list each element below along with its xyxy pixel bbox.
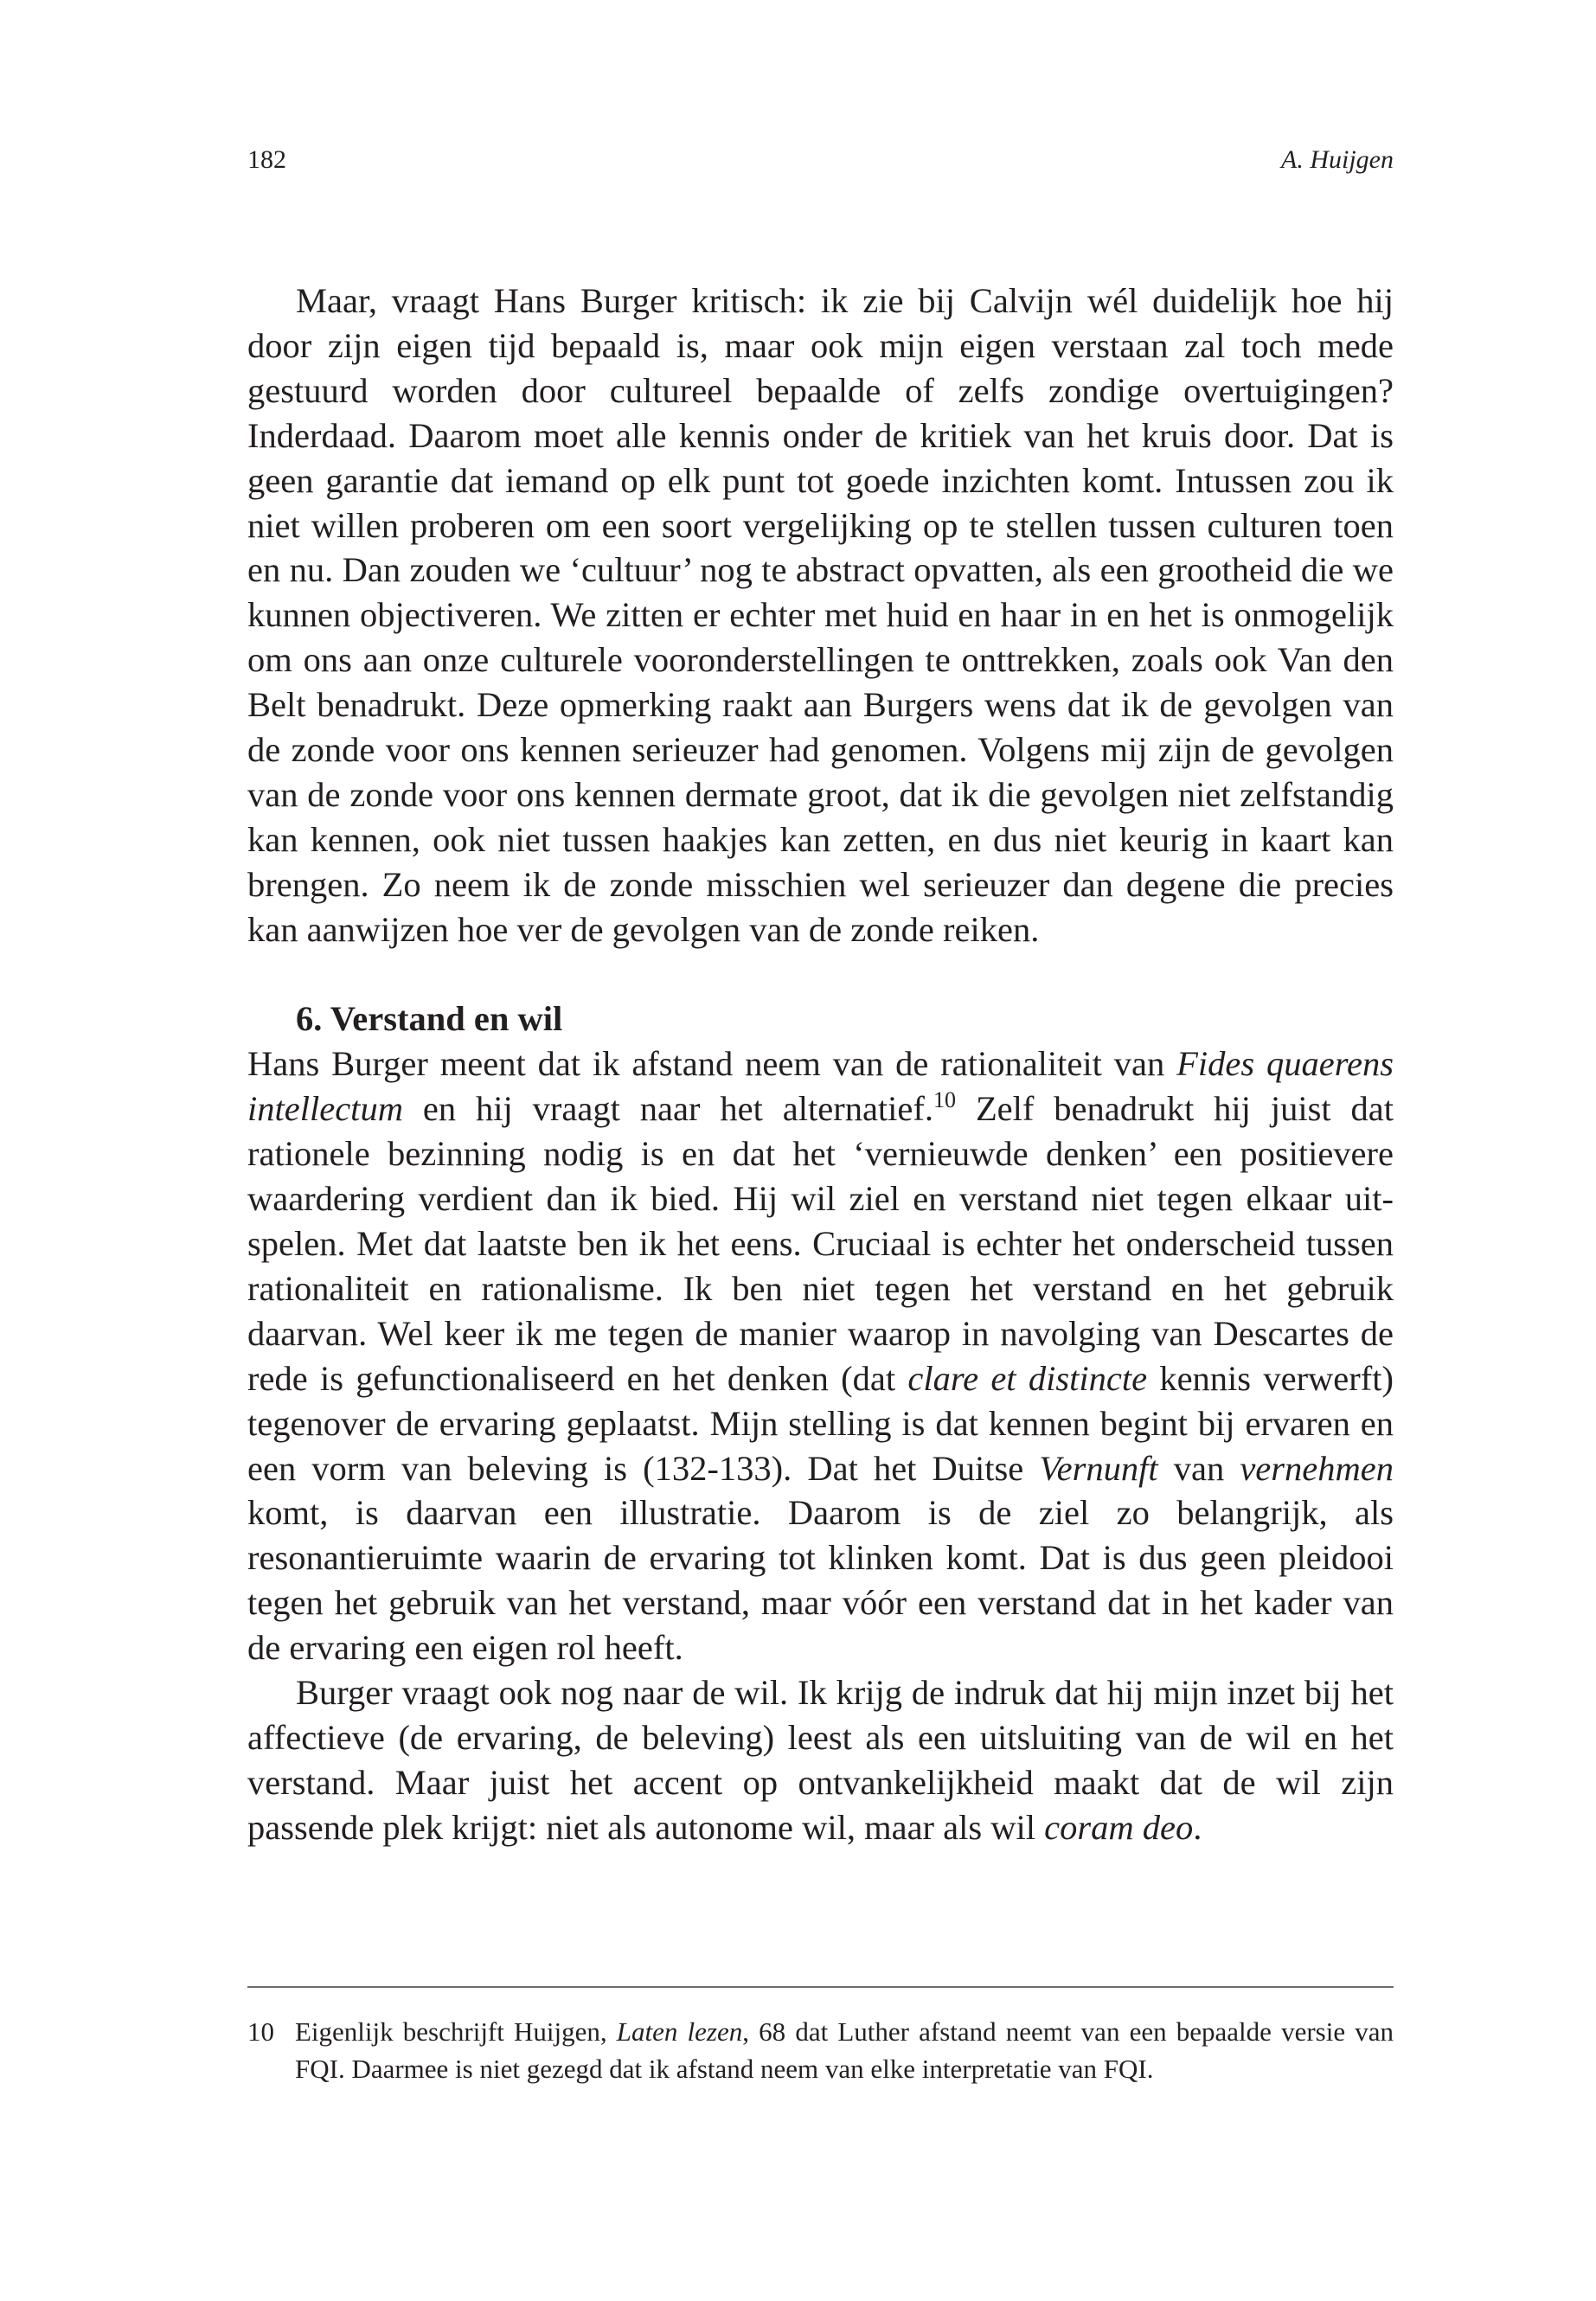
main-text bbox=[247, 279, 1394, 1850]
paragraph-3 bbox=[247, 1670, 1394, 1850]
paragraph-2 bbox=[247, 1042, 1394, 1670]
footnote-number: 10 bbox=[247, 2016, 274, 2047]
footnote-reference[interactable]: 10 bbox=[933, 1087, 957, 1113]
footnote-divider bbox=[247, 1986, 1394, 1988]
footnote-text bbox=[295, 2013, 1394, 2087]
italic-title: Laten lezen bbox=[616, 2016, 743, 2047]
text-span: . bbox=[1193, 1807, 1202, 1847]
text-span: komt, is daarvan een illustratie. Daarom is de ziel zo belangrijk, als resonantieruimte waarin de ervaring tot klinken komt. Dat is dus geen pleidooi tegen het gebruik van het verstand, maar vóór een verstand dat in het kader van de ervaring een eigen rol heeft. bbox=[247, 1493, 1394, 1668]
italic-term: clare et distincte bbox=[907, 1358, 1148, 1398]
page-number: 182 bbox=[247, 145, 286, 174]
text-span: Hans Burger meent dat ik afstand neem van de rationaliteit van bbox=[247, 1044, 1177, 1084]
section-heading: 6. Verstand en wil bbox=[296, 999, 563, 1039]
text-span: van bbox=[1157, 1448, 1240, 1488]
italic-term: vernehmen bbox=[1240, 1448, 1394, 1488]
footnote bbox=[247, 2013, 1394, 2087]
text-span: kennis verwerft) tegenover de ervaring geplaatst. Mijn stelling is dat kennen begint bij ervaren en een vorm van beleving is (132-133). Dat het Duitse bbox=[247, 1358, 1394, 1488]
page-header bbox=[247, 140, 1394, 180]
text-span: , 68 dat Luther afstand neemt van een bepaalde versie van FQI. Daarmee is niet gezegd dat ik afstand neem van elke interpretatie van FQI. bbox=[295, 2016, 1394, 2084]
italic-term: Vernunft bbox=[1039, 1448, 1158, 1488]
text-span: Eigenlijk beschrijft Huijgen, bbox=[295, 2016, 617, 2047]
italic-term: coram deo bbox=[1044, 1807, 1194, 1847]
running-head-author: A. Huijgen bbox=[1281, 145, 1394, 174]
text-span: en hij vraagt naar het alternatief. bbox=[402, 1089, 934, 1129]
paragraph-1: Maar, vraagt Hans Burger kritisch: ik zie bij Calvijn wél duidelijk hoe hij door zijn eigen tijd bepaald is, maar ook mijn eigen verstaan zal toch mede gestuurd worden door cultureel bepaalde of zelfs zondige overtuigingen? Inderdaad. Daarom moet alle kennis onder de kritiek van het kruis door. Dat is geen garantie dat iemand op elk punt tot goede inzichten komt. Intussen zou ik niet willen proberen om een soort vergelijking op te stellen tussen culturen toen en nu. Dan zouden we ‘cultuur’ nog te abstract opvatten, als een grootheid die we kunnen objectiveren. We zitten er echter met huid en haar in en het is onmogelijk om ons aan onze culturele vooronderstellingen te onttrekken, zoals ook Van den Belt benadrukt. Deze opmerking raakt aan Burgers wens dat ik de gevolgen van de zonde voor ons kennen serieuzer had genomen. Volgens mij zijn de gevolgen van de zonde voor ons kennen dermate groot, dat ik die gevolgen niet zelfstandig kan kennen, ook niet tussen haakjes kan zetten, en dus niet keurig in kaart kan brengen. Zo neem ik de zonde misschien wel serieuzer dan degene die precies kan aanwijzen hoe ver de gevolgen van de zonde reiken. bbox=[247, 281, 1394, 949]
text-span: Zelf benadrukt hij juist dat rationele bezinning nodig is en dat het ‘vernieuwde denken’ een positievere waardering verdient dan ik bied. Hij wil ziel en verstand niet tegen elkaar uitspelen. Met dat laatste ben ik het eens. Cruciaal is echter het onderscheid tussen rationaliteit en rationalisme. Ik ben niet tegen het verstand en het gebruik daarvan. Wel keer ik me tegen de manier waarop in navolging van Descartes de rede is gefunctionaliseerd en het denken (dat bbox=[247, 1089, 1394, 1398]
text-span: Burger vraagt ook nog naar de wil. Ik krijg de indruk dat hij mijn inzet bij het affectieve (de ervaring, de beleving) leest als een uitsluiting van de wil en het verstand. Maar juist het accent op ontvankelijkheid maakt dat de wil zijn passende plek krijgt: niet als autonome wil, maar als wil bbox=[247, 1673, 1394, 1847]
italic-term: Fides quaerens intellectum bbox=[247, 1044, 1394, 1129]
